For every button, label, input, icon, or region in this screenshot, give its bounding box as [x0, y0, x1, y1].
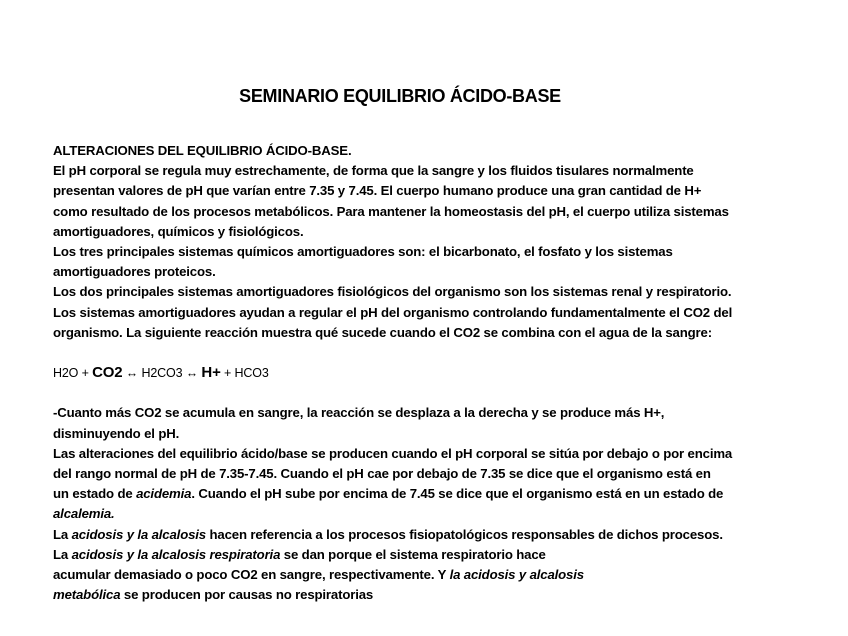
emphasis-respiratoria: acidosis y la alcalosis respiratoria: [71, 546, 281, 562]
emphasis-alcalemia: alcalemia.: [53, 506, 115, 522]
paragraph-line: organismo. La siguiente reacción muestra qué sucede cuando el CO2 se combina con el agua de la sangre:: [53, 324, 712, 340]
emphasis-metabolica: metabólica: [53, 587, 121, 603]
text-run: . Cuando el pH sube por encima de 7.45 se dice que el organismo está en un estado de: [191, 486, 724, 502]
text-run: hacen referencia a los procesos fisiopatológicos responsables de dichos procesos.: [205, 526, 723, 542]
text-run: acumular demasiado o poco CO2 en sangre, respectivamente. Y: [53, 566, 450, 582]
paragraph-line: Los dos principales sistemas amortiguadores fisiológicos del organismo son los sistemas renal y respiratorio.: [53, 284, 732, 300]
text-run: un estado de: [53, 486, 137, 502]
emphasis-acidosis-alcalosis: acidosis y la alcalosis: [71, 526, 206, 542]
blank-line: [53, 343, 813, 363]
section-heading: ALTERACIONES DEL EQUILIBRIO ÁCIDO-BASE.: [53, 143, 352, 158]
equation-part: + HCO3: [220, 366, 269, 381]
paragraph-line: Los tres principales sistemas químicos amortiguadores son: el bicarbonato, el fosfato y los sistemas: [53, 243, 673, 259]
emphasis-acidosis-alcalosis: la acidosis y alcalosis: [449, 566, 584, 582]
paragraph-line: -Cuanto más CO2 se acumula en sangre, la reacción se desplaza a la derecha y se produce más H+,: [53, 405, 665, 421]
paragraph-line: disminuyendo el pH.: [53, 425, 180, 441]
equation-part: H2O +: [53, 366, 93, 381]
paragraph-line: [53, 545, 813, 565]
paragraph-line: [53, 585, 813, 605]
emphasis-acidemia: acidemia: [136, 486, 192, 502]
paragraph-line: presentan valores de pH que varían entre 7.35 y 7.45. El cuerpo humano produce una gran cantidad de H+: [53, 183, 702, 199]
text-run: La: [53, 526, 72, 542]
paragraph-line: [53, 484, 813, 504]
paragraph-line: del rango normal de pH de 7.35-7.45. Cuando el pH cae por debajo de 7.35 se dice que el organismo está en: [53, 466, 711, 481]
page-title: SEMINARIO EQUILIBRIO ÁCIDO-BASE: [239, 86, 561, 106]
paragraph-line: [53, 525, 813, 545]
text-run: se dan porque el sistema respiratorio hace: [280, 546, 546, 562]
paragraph-line: como resultado de los procesos metabólicos. Para mantener la homeostasis del pH, el cuerpo utiliza sistemas: [53, 203, 729, 219]
equation-hplus: H+: [201, 364, 221, 382]
document-body: [53, 141, 813, 605]
blank-line: [53, 383, 813, 403]
paragraph-line: amortiguadores, químicos y fisiológicos.: [53, 223, 304, 239]
paragraph-line: El pH corporal se regula muy estrechamente, de forma que la sangre y los fluidos tisulares normalmente: [53, 163, 694, 179]
text-run: La: [53, 546, 72, 562]
paragraph-line: Las alteraciones del equilibrio ácido/base se producen cuando el pH corporal se sitúa por debajo o por encima: [53, 445, 733, 461]
text-run: se producen por causas no respiratorias: [120, 587, 374, 603]
equation-co2: CO2: [92, 364, 123, 382]
chemical-equation: [53, 363, 813, 383]
paragraph-line: amortiguadores proteicos.: [53, 264, 216, 280]
paragraph-line: Los sistemas amortiguadores ayudan a regular el pH del organismo controlando fundamentalmente el CO2 del: [53, 304, 733, 320]
equation-part: ↔ H2CO3 ↔: [122, 366, 202, 381]
paragraph-line: [53, 565, 813, 585]
